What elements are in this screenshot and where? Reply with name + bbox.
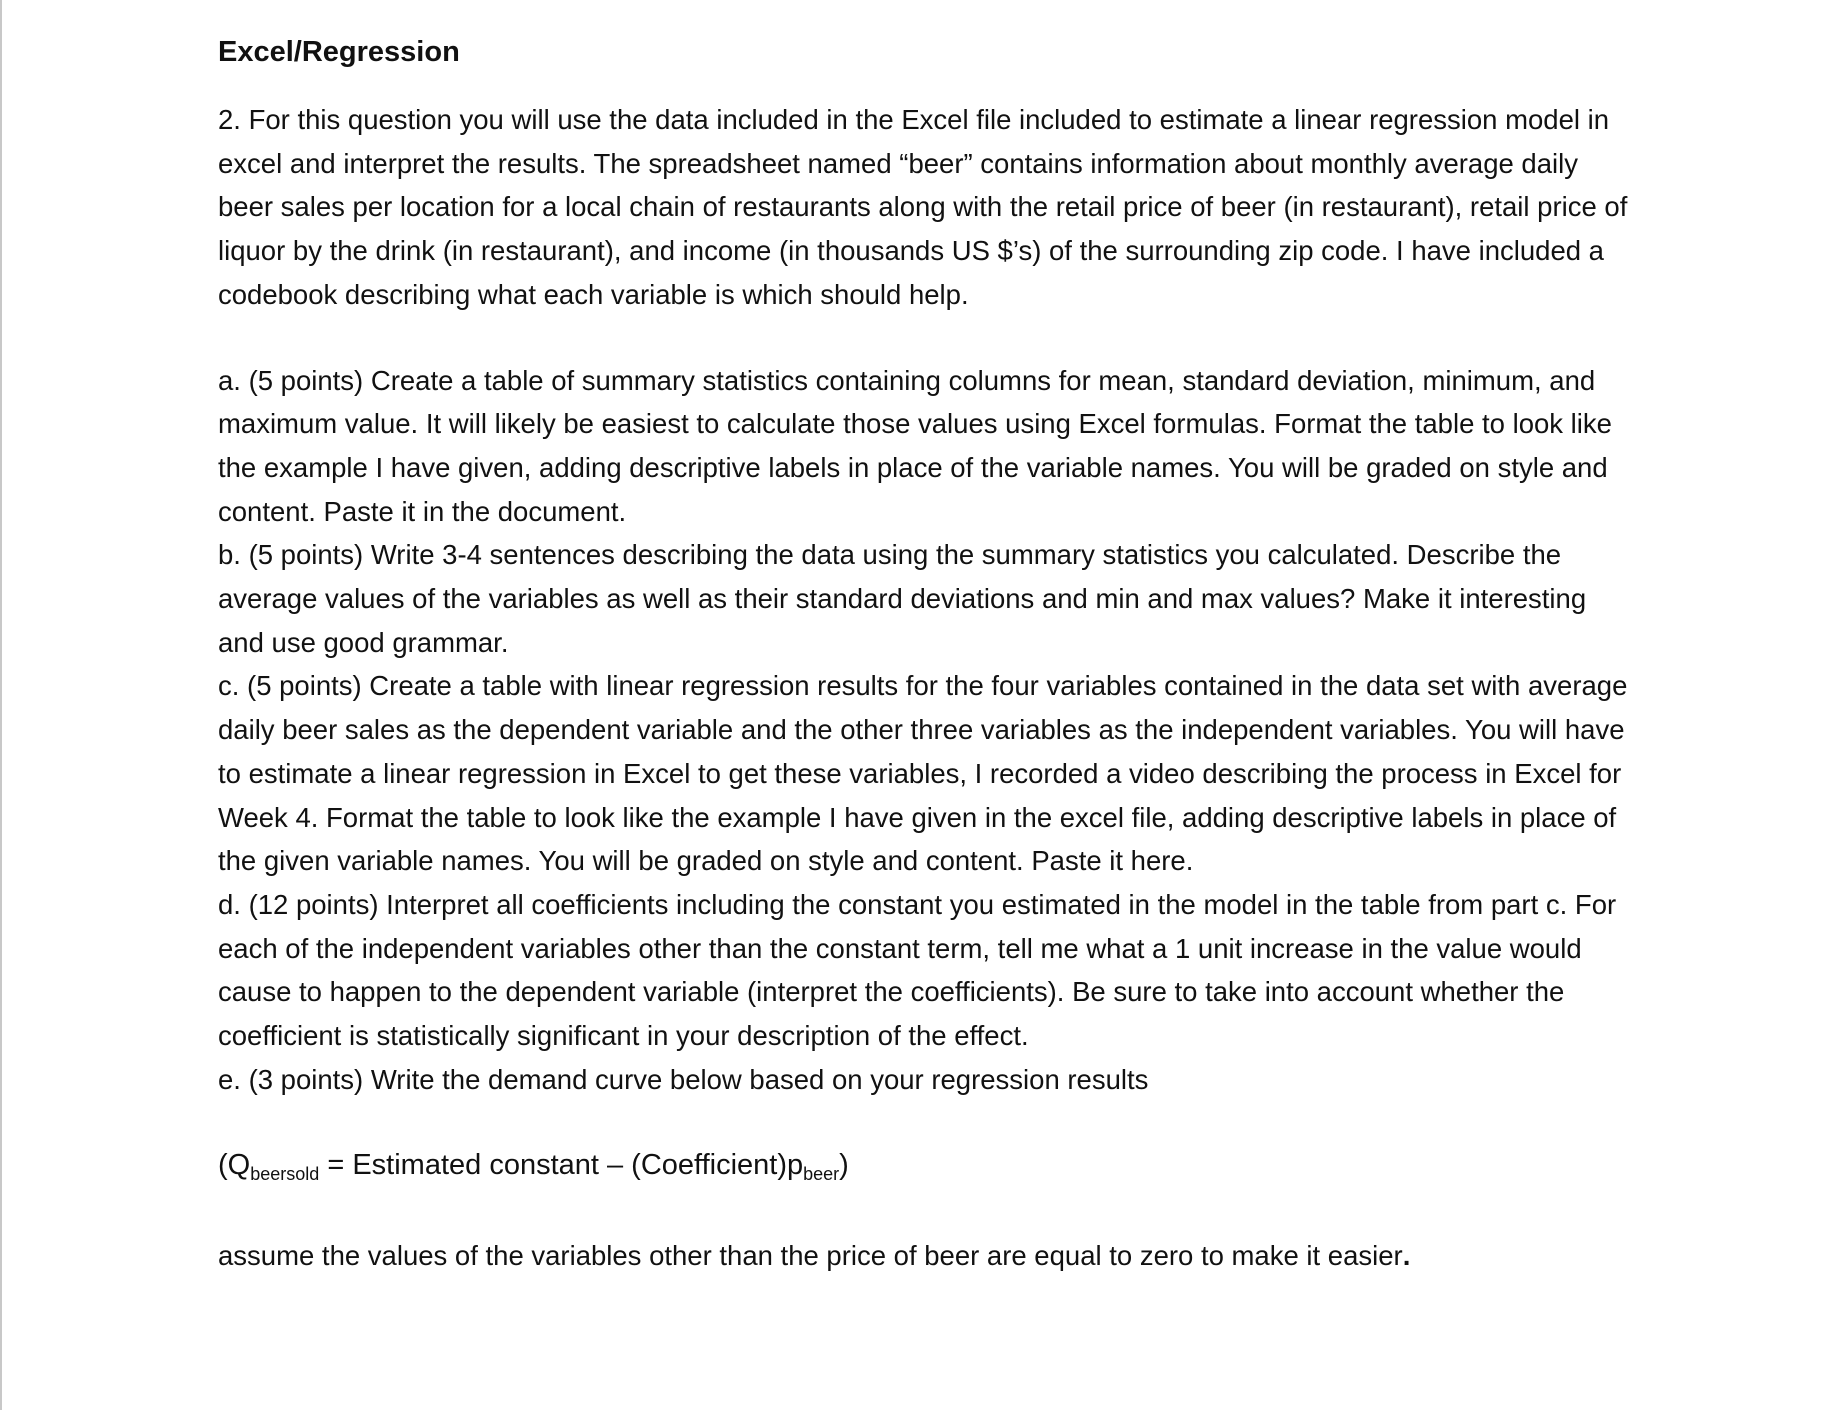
part-a: a. (5 points) Create a table of summary statistics containing columns for mean, standard deviation, minimum, and maximum value. It will likely be easiest to calculate those values using Excel formulas. Format the table to look like the example I have given, adding descriptive labels in place of the variable names. You will be graded on style and content. Paste it in the document. [218,364,1612,527]
document-page [218,30,1638,1278]
part-c: c. (5 points) Create a table with linear regression results for the four variables contained in the data set with average daily beer sales as the dependent variable and the other three variables as the independent variables. You will have to estimate a linear regression in Excel to get these variables, I recorded a video describing the process in Excel for Week 4. Format the table to look like the example I have given in the excel file, adding descriptive labels in place of the given variable names. You will be graded on style and content. Paste it here. [218,670,1628,877]
formula-open: (Q [218,1149,251,1182]
demand-curve-formula [218,1143,1638,1190]
part-e: e. (3 points) Write the demand curve below based on your regression results [218,1063,1149,1095]
closing-text: assume the values of the variables other than the price of beer are equal to zero to make it easier [218,1240,1403,1272]
part-d: d. (12 points) Interpret all coefficients including the constant you estimated in the model in the table from part c. For each of the independent variables other than the constant term, tell me what a 1 unit increase in the value would cause to happen to the dependent variable (interpret the coefficients). Be sure to take into account whether the coefficient is statistically significant in your description of the effect. [218,888,1617,1052]
closing-note [218,1234,1638,1278]
formula-close: ) [839,1149,849,1182]
section-heading: Excel/Regression [218,36,460,68]
question-intro: 2. For this question you will use the data included in the Excel file included to estimate a linear regression model in excel and interpret the results. The spreadsheet named “beer” contains information about monthly average daily beer sales per location for a local chain of restaurants along with the retail price of beer (in restaurant), retail price of liquor by the drink (in restaurant), and income (in thousands US $’s) of the surrounding zip code. I have included a codebook describing what each variable is which should help. [218,104,1628,310]
page-left-border [0,0,2,1410]
formula-q-subscript: beersold [250,1164,320,1185]
part-b: b. (5 points) Write 3-4 sentences describing the data using the summary statistics you calculated. Describe the average values of the variables as well as their standard deviations and min and max values? Make it interesting and use good grammar. [218,539,1587,658]
formula-p-subscript: beer [803,1164,840,1185]
formula-middle: = Estimated constant – (Coefficient)p [319,1149,804,1182]
closing-period: . [1402,1240,1411,1272]
